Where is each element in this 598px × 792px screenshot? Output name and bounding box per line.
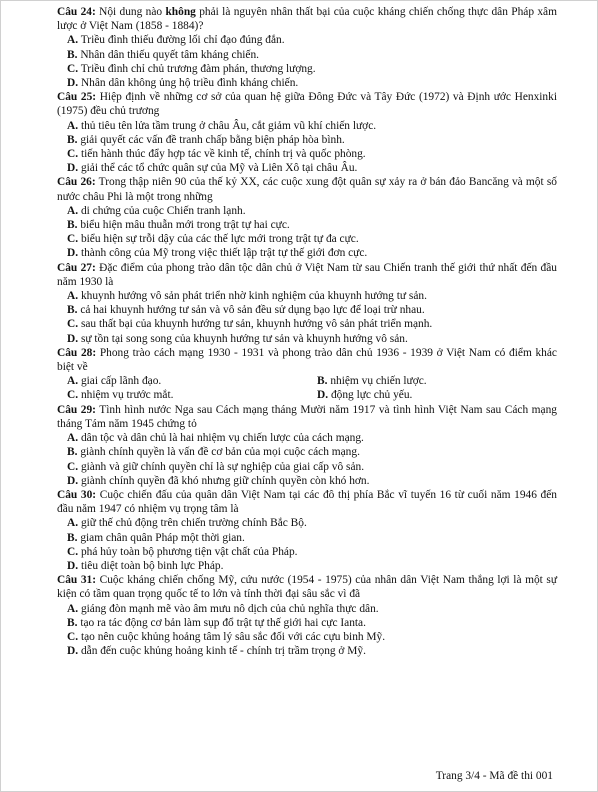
option-c: [57, 147, 557, 161]
option-d: [57, 161, 557, 175]
question-31: [57, 573, 557, 658]
option-a: [57, 204, 557, 218]
option-letter: B.: [67, 219, 78, 232]
option-text: giam chân quân Pháp một thời gian.: [80, 531, 245, 544]
option-letter: B.: [67, 304, 78, 317]
option-a: [57, 431, 557, 445]
option-b: [57, 218, 557, 232]
option-text: di chứng của cuộc Chiến tranh lạnh.: [80, 204, 246, 217]
option-letter: B.: [67, 616, 78, 629]
option-c: [57, 232, 557, 246]
option-text: biểu hiện mâu thuẫn mới trong trật tự hai cực.: [80, 219, 290, 232]
question-29: [57, 403, 557, 488]
option-text: biểu hiện sự trỗi dậy của các thế lực mới trong trật tự đa cực.: [80, 233, 359, 246]
option-a: [57, 374, 307, 388]
option-text: khuynh hướng vô sản phát triển nhờ kinh nghiệm của khuynh hướng tư sản.: [80, 290, 427, 303]
question-stem: [57, 573, 557, 601]
option-text: giải quyết các vấn đề tranh chấp bằng biện pháp hòa bình.: [80, 133, 345, 146]
stem-text: Hiệp định về những cơ sở của quan hệ giữa Đông Đức và Tây Đức (1972) và Định ước Henxinki (1975) đều chủ trương: [57, 91, 557, 118]
option-letter: D.: [67, 332, 79, 345]
option-letter: A.: [67, 602, 79, 615]
question-25: [57, 90, 557, 175]
option-c: [57, 630, 557, 644]
question-list: [57, 5, 557, 658]
question-label: Câu 24:: [57, 6, 96, 18]
question-stem: [57, 403, 557, 431]
option-text: nhiệm vụ trước mắt.: [80, 389, 174, 402]
option-b: [57, 445, 557, 459]
option-d: [57, 246, 557, 260]
question-stem: [57, 488, 557, 516]
option-a: [57, 516, 557, 530]
option-text: phá hủy toàn bộ phương tiện vật chất của Pháp.: [80, 545, 298, 558]
option-a: [57, 289, 557, 303]
option-b: [307, 374, 557, 388]
option-text: Triều đình chỉ chủ trương đàm phán, thương lượng.: [80, 62, 316, 75]
option-d: [57, 644, 557, 658]
option-text: thành công của Mỹ trong việc thiết lập trật tự thế giới đơn cực.: [80, 247, 368, 260]
option-text: dẫn đến cuộc khủng hoảng kinh tế - chính trị trầm trọng ở Mỹ.: [80, 645, 366, 658]
option-letter: B.: [67, 446, 78, 459]
question-stem: [57, 90, 557, 118]
question-stem: [57, 175, 557, 203]
option-text: tạo ra tác động cơ bản làm sụp đổ trật tự thế giới hai cực Ianta.: [80, 616, 366, 629]
option-letter: A.: [67, 517, 79, 530]
option-letter: D.: [67, 77, 79, 90]
option-letter: B.: [317, 375, 328, 388]
option-c: [57, 388, 307, 402]
option-letter: C.: [67, 318, 79, 331]
option-letter: A.: [67, 375, 79, 388]
option-text: tiêu diệt toàn bộ binh lực Pháp.: [80, 559, 224, 572]
option-letter: B.: [67, 48, 78, 61]
option-b: [57, 133, 557, 147]
option-d: [57, 76, 557, 90]
option-letter: C.: [67, 389, 79, 402]
option-letter: C.: [67, 545, 79, 558]
option-text: giai cấp lãnh đạo.: [80, 375, 162, 388]
option-letter: D.: [67, 162, 79, 175]
stem-text: phải là nguyên nhân thất bại của cuộc kháng chiến chống thực dân Pháp xâm lược ở Việt Nam (1858 - 1884)?: [57, 6, 557, 33]
option-text: giành và giữ chính quyền chỉ là sự nghiệp của giai cấp vô sản.: [80, 460, 365, 473]
option-text: nhiệm vụ chiến lược.: [330, 375, 427, 388]
question-label: Câu 27:: [57, 261, 96, 274]
option-text: thủ tiêu tên lửa tầm trung ở châu Âu, cắt giảm vũ khí chiến lược.: [80, 119, 377, 132]
question-26: [57, 175, 557, 260]
option-text: giành chính quyền đã khó nhưng giữ chính quyền còn khó hơn.: [80, 474, 370, 487]
option-letter: D.: [67, 474, 79, 487]
question-28: [57, 346, 557, 403]
question-label: Câu 30:: [57, 488, 97, 501]
question-stem: [57, 261, 557, 289]
option-letter: C.: [67, 148, 79, 161]
question-label: Câu 29:: [57, 403, 96, 416]
question-stem: [57, 5, 557, 33]
option-a: [57, 602, 557, 616]
option-letter: B.: [67, 531, 78, 544]
option-text: giải thể các tổ chức quân sự của Mỹ và Liên Xô tại châu Âu.: [80, 162, 358, 175]
option-b: [57, 616, 557, 630]
option-d: [57, 474, 557, 488]
option-text: Nhân dân thiếu quyết tâm kháng chiến.: [80, 48, 260, 61]
stem-text: Phong trào cách mạng 1930 - 1931 và phong trào dân chủ 1936 - 1939 ở Việt Nam có điểm khác biệt về: [57, 346, 557, 374]
option-letter: D.: [67, 645, 79, 658]
option-d: [57, 559, 557, 573]
option-letter: A.: [67, 34, 79, 47]
stem-text: Cuộc kháng chiến chống Mỹ, cứu nước (1954 - 1975) của nhân dân Việt Nam thắng lợi là một sự kiện có tầm quan trọng quốc tế to lớn và tính thời đại sâu sắc vì đã: [57, 574, 557, 601]
option-c: [57, 460, 557, 474]
option-letter: A.: [67, 290, 79, 303]
question-30: [57, 488, 557, 573]
stem-emphasis: không: [165, 6, 196, 18]
option-letter: B.: [67, 133, 78, 146]
question-24: [57, 5, 557, 90]
option-letter: A.: [67, 432, 79, 445]
stem-text: Trong thập niên 90 của thế kỷ XX, các cuộc xung đột quân sự xảy ra ở bán đảo Bancăng và một số nước châu Phi là một trong những: [57, 176, 557, 203]
option-text: giữ thế chủ động trên chiến trường chính Bắc Bộ.: [80, 517, 307, 530]
stem-text: Đặc điểm của phong trào dân tộc dân chủ ở Việt Nam từ sau Chiến tranh thế giới thứ nhất đến đầu năm 1930 là: [57, 261, 557, 288]
page-footer: Trang 3/4 - Mã đề thi 001: [435, 770, 553, 782]
option-b: [57, 531, 557, 545]
stem-text: Tình hình nước Nga sau Cách mạng tháng Mười năm 1917 và tình hình Việt Nam sau Cách mạng tháng Tám năm 1945 chứng tỏ: [57, 403, 557, 430]
option-b: [57, 303, 557, 317]
option-c: [57, 545, 557, 559]
option-letter: D.: [67, 247, 79, 260]
option-a: [57, 119, 557, 133]
stem-text: Nội dung nào: [99, 6, 163, 18]
option-d: [307, 388, 557, 402]
option-letter: C.: [67, 62, 79, 75]
option-row: [57, 374, 557, 388]
option-c: [57, 62, 557, 76]
option-text: giành chính quyền là vấn đề cơ bản của mọi cuộc cách mạng.: [80, 446, 360, 459]
option-text: dân tộc và dân chủ là hai nhiệm vụ chiến lược của cách mạng.: [80, 432, 364, 445]
option-letter: A.: [67, 119, 79, 132]
option-text: động lực chủ yếu.: [330, 389, 413, 402]
option-text: tiến hành thúc đẩy hợp tác về kinh tế, chính trị và quốc phòng.: [80, 148, 366, 161]
question-label: Câu 25:: [57, 91, 97, 104]
option-text: sự tồn tại song song của khuynh hướng tư sản và khuynh hướng vô sản.: [80, 332, 408, 345]
option-text: Nhân dân không ủng hộ triều đình kháng chiến.: [80, 77, 299, 90]
question-label: Câu 31:: [57, 574, 97, 587]
option-text: cả hai khuynh hướng tư sản và vô sản đều sử dụng bạo lực để loại trừ nhau.: [80, 304, 425, 317]
option-text: Triều đình thiếu đường lối chỉ đạo đúng đắn.: [80, 34, 285, 47]
question-label: Câu 26:: [57, 176, 96, 189]
option-letter: C.: [67, 233, 79, 246]
option-letter: A.: [67, 204, 79, 217]
option-d: [57, 332, 557, 346]
question-27: [57, 261, 557, 346]
option-text: giáng đòn mạnh mẽ vào âm mưu nô dịch của chủ nghĩa thực dân.: [80, 602, 379, 615]
option-letter: D.: [317, 389, 329, 402]
option-letter: C.: [67, 630, 79, 643]
question-label: Câu 28:: [57, 346, 97, 359]
option-letter: C.: [67, 460, 79, 473]
option-c: [57, 317, 557, 331]
option-text: sau thất bại của khuynh hướng tư sản, khuynh hướng vô sản phát triển mạnh.: [80, 318, 433, 331]
option-a: [57, 33, 557, 47]
option-row: [57, 388, 557, 402]
question-stem: [57, 346, 557, 374]
option-text: tạo nên cuộc khủng hoảng tâm lý sâu sắc đối với các cựu binh Mỹ.: [80, 630, 386, 643]
option-b: [57, 48, 557, 62]
stem-text: Cuộc chiến đấu của quân dân Việt Nam tại các đô thị phía Bắc vĩ tuyến 16 từ cuối năm 1946 đến đầu năm 1947 có nhiệm vụ trọng tâm là: [57, 488, 557, 516]
option-letter: D.: [67, 559, 79, 572]
